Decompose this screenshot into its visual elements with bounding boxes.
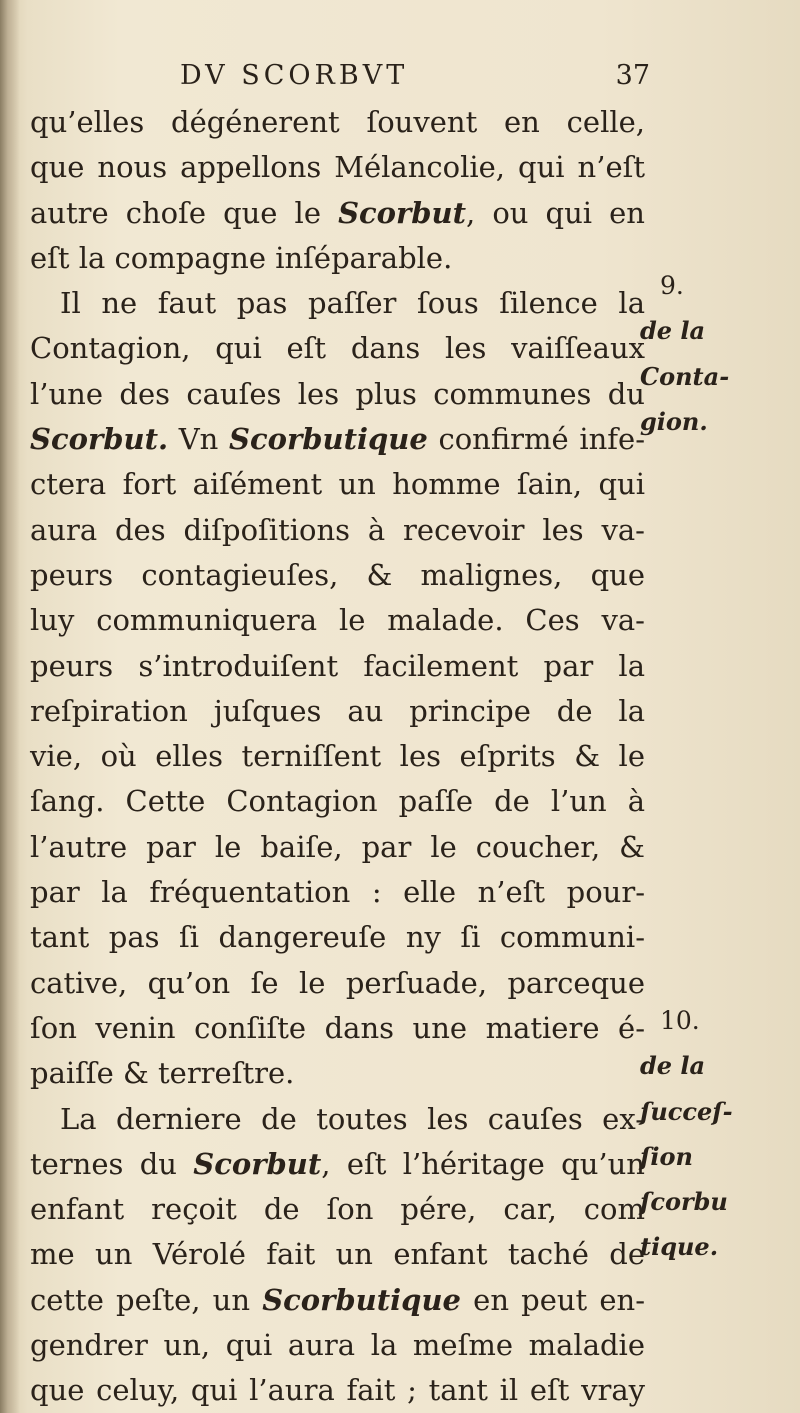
text-line: luy communiquera le malade. Ces va- <box>30 603 645 638</box>
text-line: que nous appellons Mélancolie, qui n’eſt <box>30 150 645 185</box>
text-line: cette peſte, un Scorbutique en peut en- <box>30 1282 645 1317</box>
margin-note-line: gion. <box>640 406 708 436</box>
text-line: peurs s’introduiſent facilement par la <box>30 648 645 683</box>
text-line: ſang. Cette Contagion paſſe de l’un à <box>30 784 645 819</box>
margin-note-line: de la <box>640 316 706 346</box>
page-header <box>180 60 650 100</box>
text-line: reſpiration juſques au principe de la <box>30 693 645 728</box>
text-line: Contagion, qui eſt dans les vaiſſeaux <box>30 331 645 366</box>
text-line: que celuy, qui l’aura fait ; tant il eſt vray <box>30 1373 645 1408</box>
text-line: Scorbut. Vn Scorbutique confirmé infe- <box>30 422 645 457</box>
text-line: tant pas ſi dangereuſe ny ſi communi- <box>30 920 645 955</box>
text-line: autre choſe que le Scorbut, ou qui en <box>30 195 645 230</box>
margin-note-number: 10. <box>660 1006 700 1035</box>
text-line: La derniere de toutes les cauſes ex- <box>60 1101 645 1136</box>
text-line: qu’elles dégénerent ſouvent en celle, <box>30 105 645 139</box>
text-line: l’autre par le baiſe, par le coucher, & <box>30 829 645 864</box>
margin-note-line: ſion <box>640 1141 693 1171</box>
body-text <box>30 100 645 1413</box>
text-line: ctera fort aiſément un homme ſain, qui <box>30 467 645 502</box>
margin-note-10 <box>640 998 790 1270</box>
margin-note-line: de la <box>640 1051 706 1081</box>
text-line: gendrer un, qui aura la meſme maladie <box>30 1328 645 1363</box>
binding-gutter <box>0 0 20 1413</box>
text-line: ternes du Scorbut, eſt l’héritage qu’un <box>30 1146 645 1181</box>
text-line: eſt la compagne inſéparable. <box>30 240 453 275</box>
text-line: aura des diſpoſitions à recevoir les va- <box>30 512 645 547</box>
margin-note-line: tique. <box>640 1232 719 1262</box>
margin-note-line: Conta- <box>640 361 730 391</box>
text-line: vie, où elles terniſſent les eſprits & le <box>30 739 645 774</box>
margin-note-line: ſucceſ- <box>640 1096 733 1126</box>
margin-note-9 <box>640 263 790 444</box>
text-line: paiſſe & terreſtre. <box>30 1056 295 1091</box>
text-line: Il ne faut pas paſſer ſous ſilence la <box>60 286 645 321</box>
margin-note-line: ſcorbu <box>640 1187 728 1217</box>
text-line: enfant reçoit de ſon pére, car, com <box>30 1192 645 1227</box>
text-line: me un Vérolé fait un enfant taché de <box>30 1237 645 1272</box>
text-line: cative, qu’on ſe le perſuade, parceque <box>30 965 645 1000</box>
page-number: 37 <box>615 60 650 91</box>
text-line: ſon venin conſiſte dans une matiere é- <box>30 1010 645 1045</box>
text-line: l’une des cauſes les plus communes du <box>30 376 645 411</box>
text-line: peurs contagieuſes, & malignes, que <box>30 557 645 592</box>
running-title: DV SCORBVT <box>180 60 409 91</box>
text-line: par la fréquentation : elle n’eſt pour- <box>30 875 645 910</box>
margin-note-number: 9. <box>660 271 684 300</box>
